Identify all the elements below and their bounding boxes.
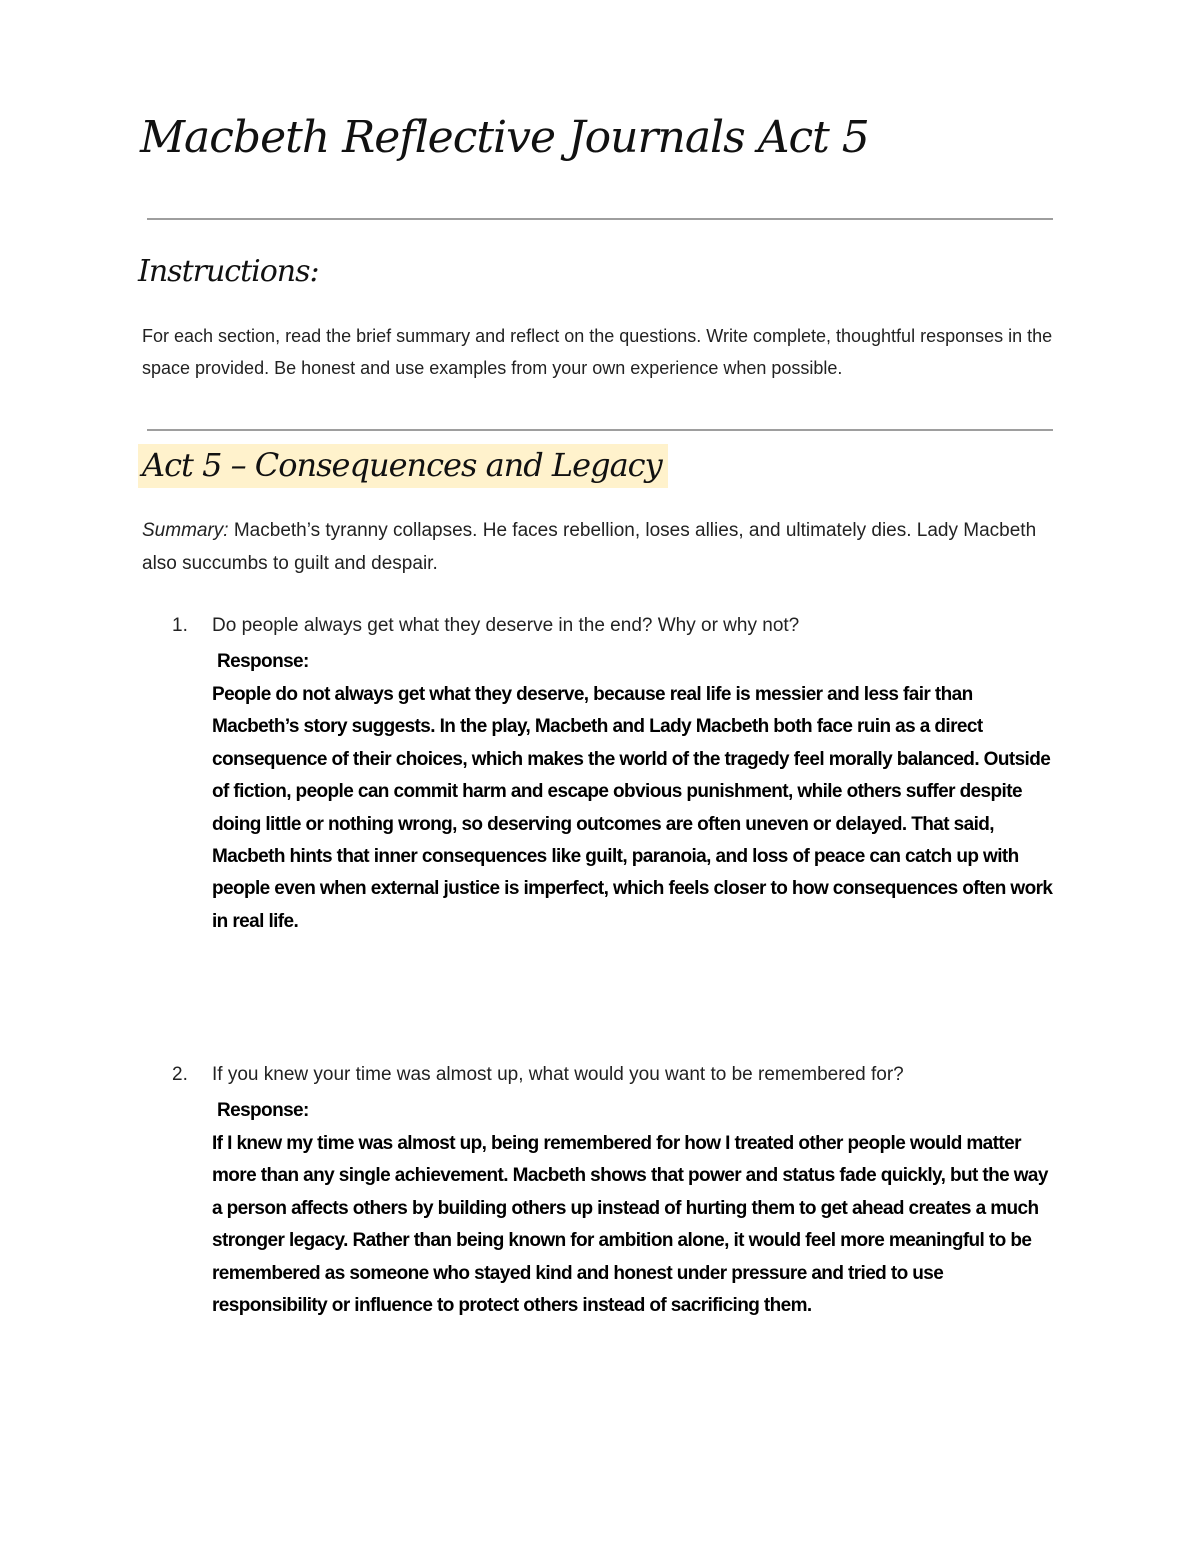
summary-text: Macbeth’s tyranny collapses. He faces rebellion, loses allies, and ultimately dies. Lady Macbeth also succumbs to guilt and despair. <box>142 520 1037 574</box>
question-number: 1. <box>172 615 188 636</box>
response-label: Response: <box>217 1100 309 1121</box>
question-text: If you knew your time was almost up, what would you want to be remembered for? <box>212 1064 904 1085</box>
response-text[interactable]: If I knew my time was almost up, being remembered for how I treated other people would matter more than any single achievement. Macbeth shows that power and status fade quickly, but the way a person affects others by building others up instead of hurting them to get ahead creates a much stronger legacy. Rather than being known for ambition alone, it would feel more meaningful to be remembered as someone who stayed kind and honest under pressure and tried to use responsibility or influence to protect others instead of sacrificing them. <box>212 1133 1048 1317</box>
instructions-heading: Instructions: <box>138 254 319 289</box>
act-heading: Act 5 – Consequences and Legacy <box>138 444 668 488</box>
question-number: 2. <box>172 1064 188 1085</box>
question-text: Do people always get what they deserve in the end? Why or why not? <box>212 615 800 636</box>
document-title: Macbeth Reflective Journals Act 5 <box>140 112 869 163</box>
act-summary <box>142 514 1062 580</box>
response-text[interactable]: People do not always get what they deserve, because real life is messier and less fair than Macbeth’s story suggests. In the play, Macbeth and Lady Macbeth both face ruin as a direct consequence of their choices, which makes the world of the tragedy feel morally balanced. Outside of fiction, people can commit harm and escape obvious punishment, while others suffer despite doing little or nothing wrong, so deserving outcomes are often uneven or delayed. That said, Macbeth hints that inner consequences like guilt, paranoia, and loss of peace can catch up with people even when external justice is imperfect, which feels closer to how consequences often work in real life. <box>212 684 1053 932</box>
response-label: Response: <box>217 651 309 672</box>
horizontal-divider <box>147 218 1053 220</box>
horizontal-divider <box>147 429 1053 431</box>
instructions-text: For each section, read the brief summary and reflect on the questions. Write complete, thoughtful responses in the space provided. Be honest and use examples from your own experience when possible. <box>142 326 1053 378</box>
summary-label: Summary: <box>142 520 229 541</box>
